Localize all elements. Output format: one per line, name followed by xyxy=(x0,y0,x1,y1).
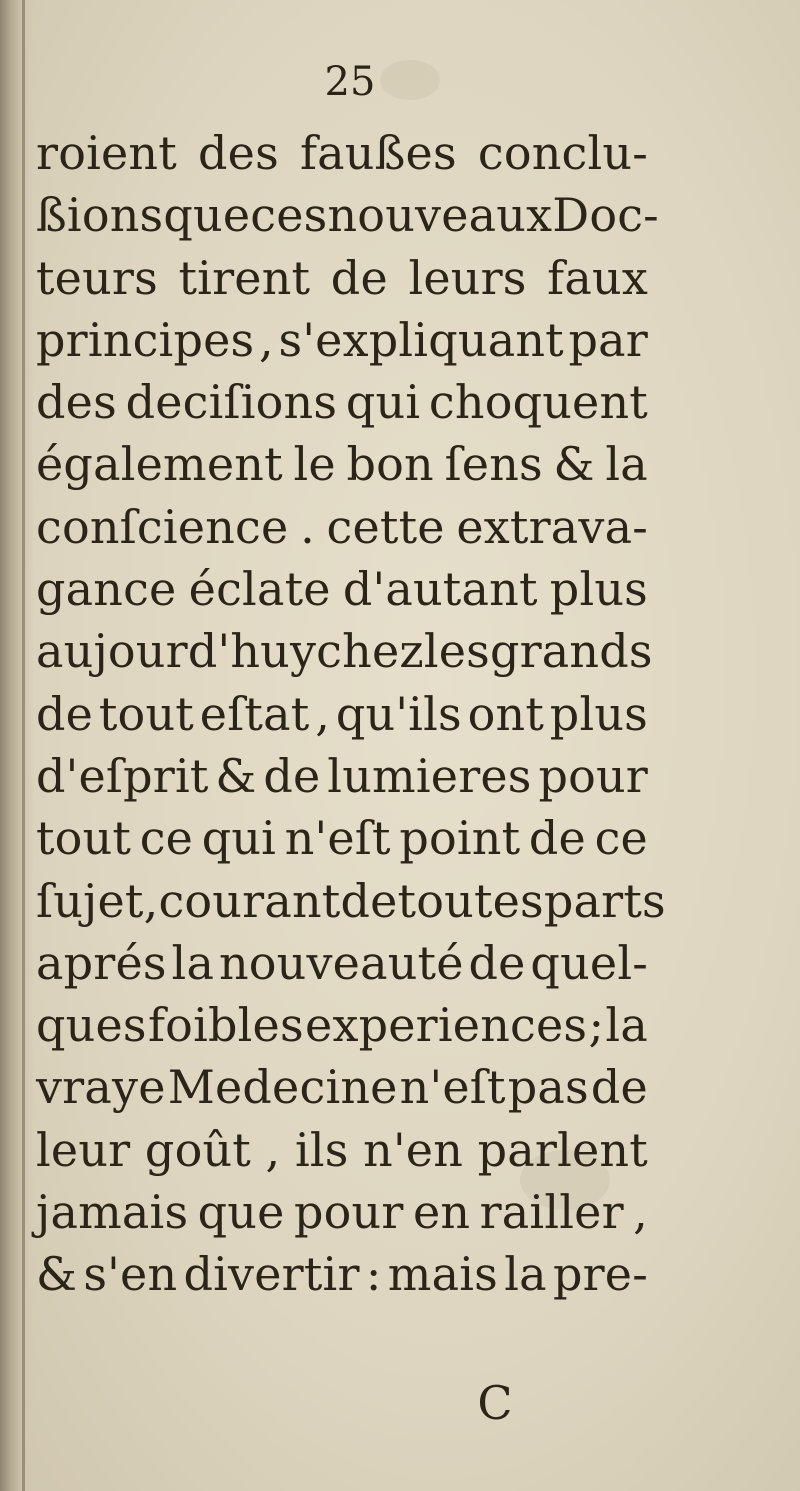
word: ; xyxy=(588,998,605,1053)
word: courant xyxy=(158,873,341,928)
word: nouveauté xyxy=(218,935,464,990)
word: , xyxy=(259,312,274,367)
word: pas xyxy=(507,1060,589,1115)
word: choquent xyxy=(428,375,648,430)
text-line xyxy=(36,807,648,869)
gutter-line xyxy=(22,0,25,1491)
word: pour xyxy=(293,1185,404,1240)
text-line xyxy=(36,558,648,620)
word: teurs xyxy=(36,250,158,305)
text-line xyxy=(36,870,666,932)
word: point xyxy=(399,811,521,866)
word: & xyxy=(553,437,595,492)
word: des xyxy=(198,126,279,180)
text-line xyxy=(36,433,648,495)
word: s'expliquant xyxy=(278,312,564,367)
word: ques xyxy=(36,998,147,1053)
word: : xyxy=(365,1247,382,1302)
word: , xyxy=(315,686,331,741)
word: extrava- xyxy=(456,499,648,554)
body-text xyxy=(36,122,666,1306)
word: . xyxy=(300,499,315,554)
word: de xyxy=(36,686,94,741)
word: bon xyxy=(346,437,434,492)
text-line xyxy=(36,1181,648,1243)
text-line xyxy=(36,122,648,184)
text-line xyxy=(36,247,648,309)
word: chez xyxy=(316,624,424,679)
text-line xyxy=(36,184,659,246)
word: aprés xyxy=(36,935,167,990)
word: ils xyxy=(294,1122,349,1177)
text-line xyxy=(36,620,653,682)
word: plus xyxy=(549,562,648,617)
word: vraye xyxy=(36,1060,166,1115)
text-line xyxy=(36,1119,648,1181)
word: ßions xyxy=(36,188,164,243)
word: foibles xyxy=(147,998,304,1053)
word: & xyxy=(36,1247,78,1302)
word: ces xyxy=(250,188,328,243)
word: tout xyxy=(98,686,194,741)
word: de xyxy=(528,811,586,866)
word: eſtat xyxy=(199,686,310,741)
word: le xyxy=(293,437,336,492)
word: cette xyxy=(326,499,445,554)
text-line xyxy=(36,1056,648,1118)
word: de xyxy=(340,873,398,928)
word: la xyxy=(605,437,648,492)
text-line xyxy=(36,1243,648,1305)
word: ce xyxy=(594,811,648,866)
word: nouveaux xyxy=(327,188,553,243)
word: également xyxy=(36,437,283,492)
word: toutes xyxy=(397,873,544,928)
word: railler xyxy=(479,1185,624,1240)
word: pre- xyxy=(552,1247,648,1302)
word: de xyxy=(590,1060,648,1115)
text-line xyxy=(36,371,648,433)
word: n'eſt xyxy=(284,811,391,866)
word: & xyxy=(215,748,257,803)
word: leur xyxy=(36,1122,131,1177)
word: des xyxy=(36,375,117,430)
text-line xyxy=(36,745,648,807)
word: la xyxy=(504,1247,547,1302)
word: que xyxy=(197,1185,285,1240)
word: qui xyxy=(201,811,277,866)
word: n'en xyxy=(363,1122,464,1177)
word: quel- xyxy=(530,935,648,990)
word: gance xyxy=(36,562,177,617)
word: éclate xyxy=(188,562,331,617)
word: leurs xyxy=(408,250,527,305)
word: , xyxy=(633,1185,648,1240)
word: par xyxy=(568,312,648,367)
word: s'en xyxy=(83,1247,178,1302)
word: ont xyxy=(467,686,544,741)
word: conſcience xyxy=(36,499,289,554)
word: qui xyxy=(345,375,421,430)
word: Medecine xyxy=(167,1060,398,1115)
text-line xyxy=(36,932,648,994)
word: pour xyxy=(538,748,648,803)
word: ce xyxy=(139,811,194,866)
word: conclu- xyxy=(477,126,648,180)
word: aujourd'huy xyxy=(36,624,317,679)
word: ſujet, xyxy=(36,873,159,928)
word: ſens xyxy=(444,437,543,492)
word: de xyxy=(468,935,526,990)
word: la xyxy=(171,935,215,990)
word: plus xyxy=(549,686,648,741)
word: d'autant xyxy=(342,562,538,617)
word: tout xyxy=(36,811,132,866)
word: mais xyxy=(387,1247,498,1302)
book-spine-shadow xyxy=(0,0,34,1491)
word: que xyxy=(163,188,251,243)
word: grands xyxy=(489,624,653,679)
word: n'eſt xyxy=(399,1060,506,1115)
word: , xyxy=(265,1122,281,1177)
signature-mark: C xyxy=(477,1376,513,1430)
word: qu'ils xyxy=(335,686,462,741)
page-number: 25 xyxy=(324,59,376,105)
word: de xyxy=(330,250,388,305)
word: parts xyxy=(543,873,666,928)
word: faußes xyxy=(299,126,457,180)
word: Doc- xyxy=(552,188,659,243)
word: la xyxy=(605,998,648,1053)
word: en xyxy=(412,1185,471,1240)
word: experiences xyxy=(305,998,588,1053)
word: faux xyxy=(547,250,648,305)
word: les xyxy=(423,624,490,679)
word: goût xyxy=(144,1122,251,1177)
word: principes xyxy=(36,312,255,367)
text-line xyxy=(36,994,648,1056)
word: d'eſprit xyxy=(36,748,209,803)
word: parlent xyxy=(477,1122,648,1177)
text-line xyxy=(36,496,648,558)
word: lumieres xyxy=(327,748,532,803)
word: jamais xyxy=(36,1185,189,1240)
word: tirent xyxy=(178,250,311,305)
word: divertir xyxy=(183,1247,360,1302)
word: roient xyxy=(36,126,177,180)
text-line xyxy=(36,683,648,745)
text-line xyxy=(36,309,648,371)
word: deciſions xyxy=(125,375,338,430)
word: de xyxy=(263,748,321,803)
